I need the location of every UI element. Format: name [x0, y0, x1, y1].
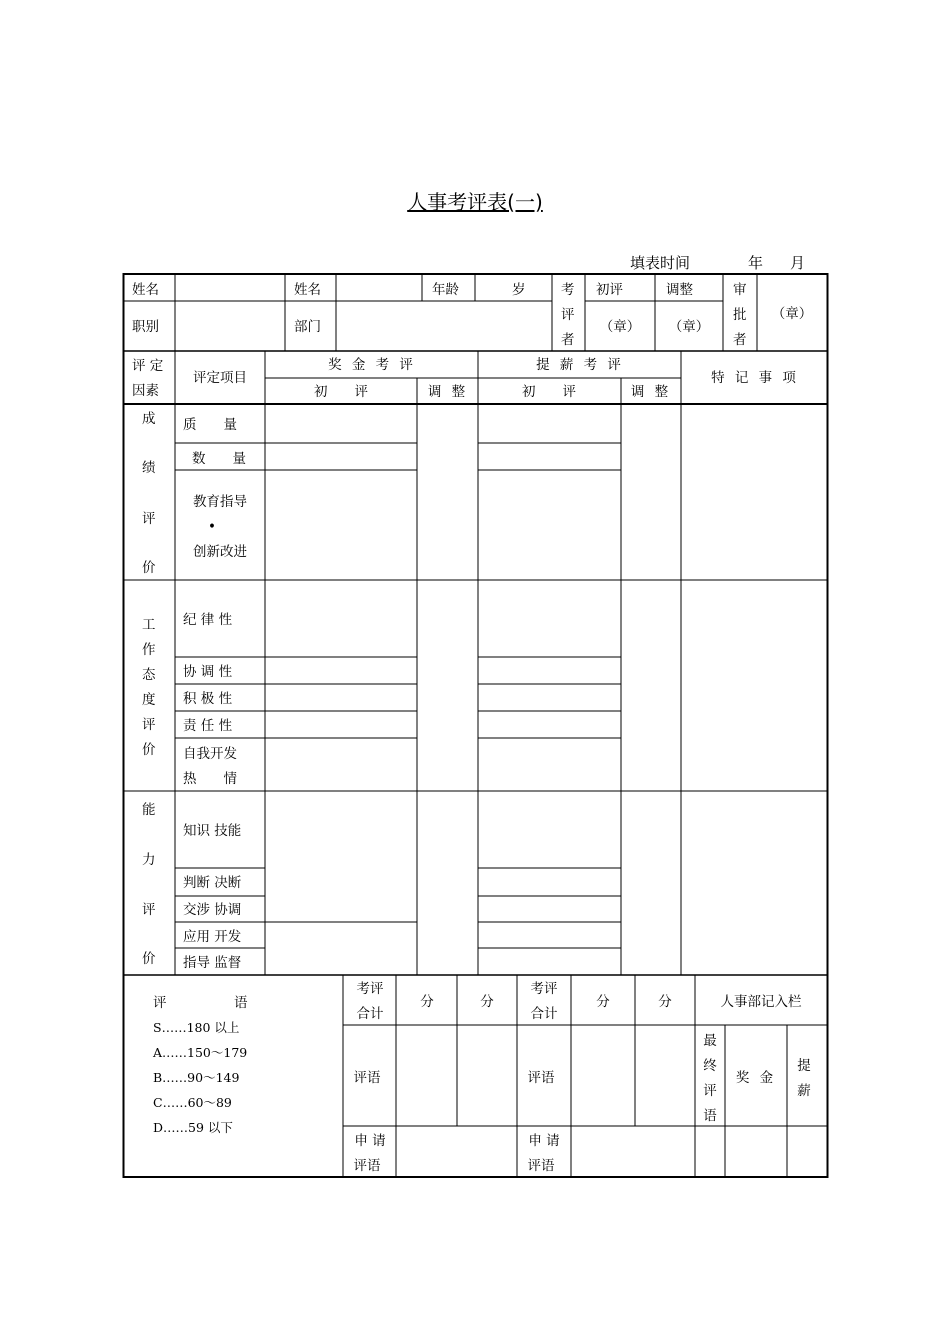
grade-b: B……90～149 [153, 1070, 240, 1085]
dept-label: 部门 [294, 319, 321, 335]
item-guidance: 指导 监督 [183, 955, 242, 971]
section2-char-4: 度 [142, 692, 156, 708]
hr-raise-char-1: 提 [797, 1058, 811, 1074]
grade-c: C……60～89 [153, 1095, 232, 1110]
raise-apply-line1: 申 请 [528, 1133, 560, 1149]
item-judgment: 判断 决断 [183, 875, 242, 891]
section2-char-5: 评 [142, 717, 156, 733]
grade-d: D……59 以下 [153, 1120, 233, 1135]
position-label: 职别 [132, 319, 159, 335]
raise-total-line1: 考评 [530, 981, 558, 997]
final-comment-char-4: 语 [703, 1108, 717, 1124]
seal-initial: （章） [599, 319, 641, 335]
age-unit: 岁 [512, 282, 526, 298]
seal-approver: （章） [771, 306, 813, 322]
raise-adjust-header: 调 整 [630, 384, 672, 400]
section1-char-1: 成 [142, 411, 156, 427]
hr-raise-char-2: 薪 [797, 1083, 811, 1099]
bonus-comment-label: 评语 [353, 1070, 381, 1086]
raise-header: 提 薪 考 评 [536, 357, 624, 373]
bonus-header: 奖 金 考 评 [328, 357, 416, 373]
item-responsibility: 责 任 性 [183, 718, 233, 734]
item-header: 评定项目 [193, 370, 247, 386]
special-notes-header: 特 记 事 项 [711, 370, 799, 386]
item-negotiation: 交涉 协调 [183, 902, 242, 918]
bonus-adjust-header: 调 整 [427, 384, 469, 400]
grade-a: A……150～179 [153, 1045, 248, 1060]
fill-time-year: 年 [748, 254, 764, 272]
age-label: 年龄 [432, 282, 459, 298]
factor-header-line1: 评 定 [132, 358, 164, 374]
final-comment-char-2: 终 [703, 1058, 717, 1074]
item-coordination: 协 调 性 [183, 664, 233, 680]
final-comment-char-3: 评 [703, 1083, 717, 1099]
fill-time-label: 填表时间 [630, 254, 691, 272]
approver-char-2: 批 [733, 307, 747, 323]
section3-char-1: 能 [142, 802, 156, 818]
section3-char-4: 价 [142, 951, 156, 967]
evaluator-char-1: 考 [561, 282, 575, 298]
grade-s: S……180 以上 [153, 1020, 240, 1035]
evaluator-char-2: 评 [561, 307, 575, 323]
bonus-total-line1: 考评 [356, 981, 384, 997]
factor-header-line2: 因素 [132, 383, 159, 399]
raise-points-1: 分 [596, 994, 610, 1010]
item-enthusiasm: 热 情 [183, 771, 237, 787]
approver-char-3: 者 [733, 332, 747, 348]
item-application: 应用 开发 [183, 929, 242, 945]
raise-points-2: 分 [658, 994, 672, 1010]
evaluator-char-3: 者 [561, 332, 575, 348]
item-quality: 质 量 [183, 417, 237, 433]
comment-scale-label: 评 语 [153, 995, 248, 1011]
bonus-total-line2: 合计 [356, 1006, 384, 1022]
item-innovation: 创新改进 [193, 544, 247, 560]
hr-bonus-label: 奖 金 [735, 1070, 777, 1086]
item-initiative: 积 极 性 [183, 691, 233, 707]
raise-comment-label: 评语 [527, 1070, 555, 1086]
section3-char-2: 力 [142, 852, 156, 868]
item-education: 教育指导 [193, 494, 247, 510]
bonus-points-1: 分 [420, 994, 434, 1010]
bonus-apply-line1: 申 请 [354, 1133, 386, 1149]
bonus-points-2: 分 [480, 994, 494, 1010]
final-comment-char-1: 最 [703, 1033, 717, 1049]
item-bullet: • [208, 519, 216, 535]
item-self-development: 自我开发 [183, 746, 237, 762]
seal-adjust: （章） [668, 319, 710, 335]
section1-char-4: 价 [142, 560, 156, 576]
item-discipline: 纪 律 性 [183, 612, 233, 628]
initial-eval-label: 初评 [596, 282, 623, 298]
section2-char-1: 工 [142, 617, 156, 633]
raise-total-line2: 合计 [530, 1006, 558, 1022]
section1-char-2: 绩 [142, 460, 156, 476]
name-label-2: 姓名 [294, 282, 321, 298]
bonus-initial-header: 初 评 [314, 384, 368, 400]
fill-time-month: 月 [790, 254, 806, 272]
raise-apply-line2: 评语 [527, 1158, 555, 1174]
name-label-1: 姓名 [132, 282, 159, 298]
approver-char-1: 审 [733, 282, 747, 298]
bonus-apply-line2: 评语 [353, 1158, 381, 1174]
section1-char-3: 评 [142, 511, 156, 527]
adjust-label: 调整 [666, 282, 693, 298]
section2-char-2: 作 [142, 642, 156, 658]
item-knowledge-skill: 知识 技能 [183, 823, 242, 839]
page-title: 人事考评表(一) [407, 190, 543, 214]
raise-initial-header: 初 评 [522, 384, 576, 400]
section2-char-6: 价 [142, 742, 156, 758]
item-quantity: 数 量 [192, 451, 246, 467]
section2-char-3: 态 [142, 667, 156, 683]
hr-column-header: 人事部记入栏 [720, 994, 802, 1010]
section3-char-3: 评 [142, 902, 156, 918]
